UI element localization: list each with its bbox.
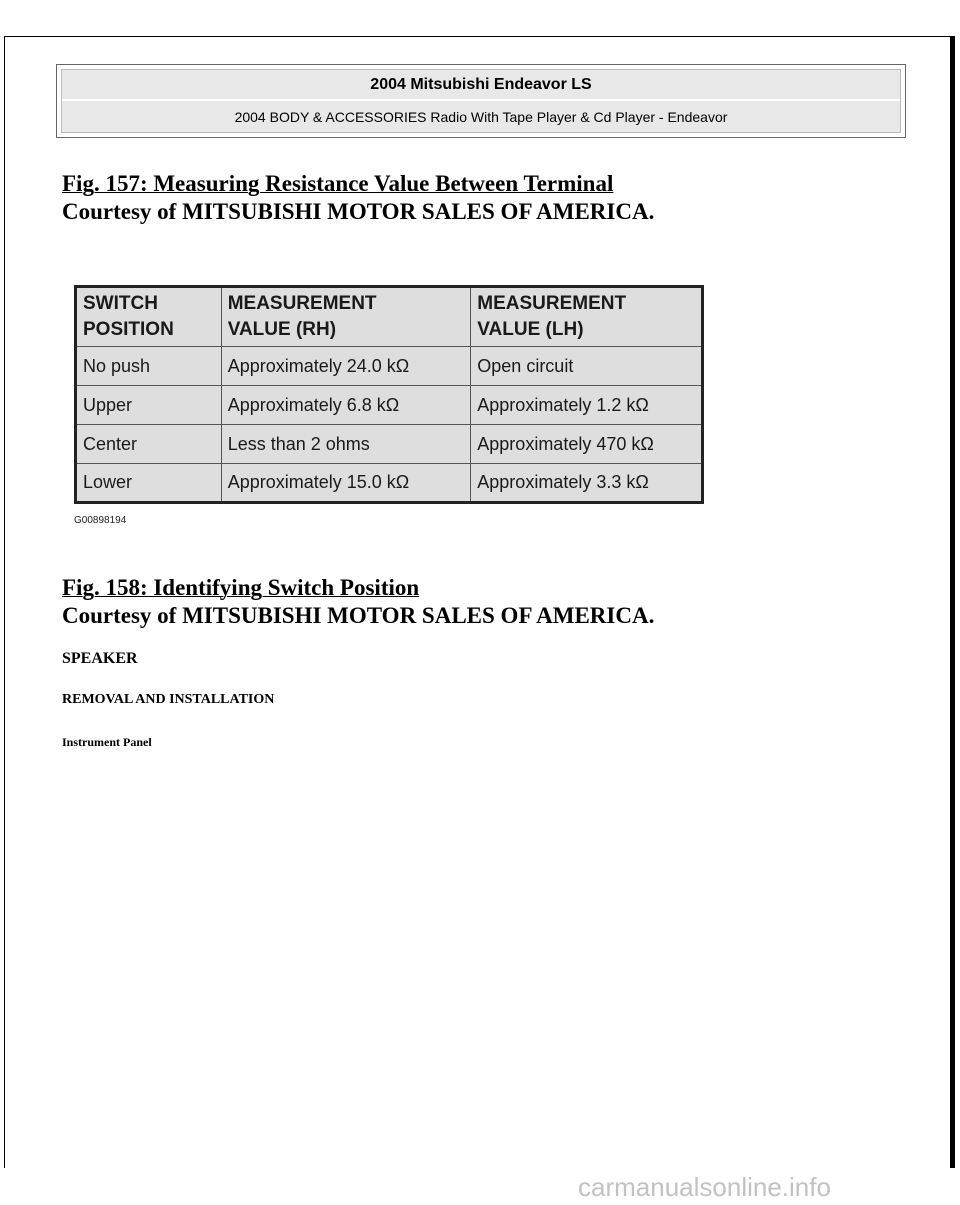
header-switch-position xyxy=(76,287,222,347)
header-measurement-lh-l2: VALUE (LH) xyxy=(477,319,584,340)
cell-rh: Less than 2 ohms xyxy=(221,425,471,464)
table-row xyxy=(76,425,703,464)
figure-158-image xyxy=(74,285,704,535)
cell-position: No push xyxy=(76,347,222,386)
cell-rh: Approximately 15.0 kΩ xyxy=(221,464,471,503)
section-heading-removal: REMOVAL AND INSTALLATION xyxy=(62,692,275,707)
header-switch-position-l2: POSITION xyxy=(83,319,174,340)
table-row xyxy=(76,347,703,386)
document-header-inner xyxy=(61,69,901,133)
cell-position: Upper xyxy=(76,386,222,425)
cell-rh: Approximately 6.8 kΩ xyxy=(221,386,471,425)
page-frame-right xyxy=(950,36,955,1168)
document-header xyxy=(56,64,906,138)
table-row xyxy=(76,464,703,503)
cell-lh: Approximately 470 kΩ xyxy=(471,425,703,464)
figure-158-courtesy: Courtesy of MITSUBISHI MOTOR SALES OF AMERICA. xyxy=(62,603,655,628)
cell-rh: Approximately 24.0 kΩ xyxy=(221,347,471,386)
figure-158-title: Fig. 158: Identifying Switch Position xyxy=(62,575,420,600)
section-heading-speaker: SPEAKER xyxy=(62,650,138,667)
figure-157-title: Fig. 157: Measuring Resistance Value Between Terminal xyxy=(62,171,614,196)
page-frame-left xyxy=(4,36,5,1168)
figure-code: G00898194 xyxy=(74,515,127,526)
table-row xyxy=(76,386,703,425)
header-switch-position-l1: SWITCH xyxy=(83,293,158,314)
figure-157-courtesy: Courtesy of MITSUBISHI MOTOR SALES OF AMERICA. xyxy=(62,199,655,224)
watermark-text: carmanualsonline.info xyxy=(578,1172,831,1202)
cell-position: Lower xyxy=(76,464,222,503)
figure-157-caption xyxy=(62,170,654,226)
cell-lh: Approximately 3.3 kΩ xyxy=(471,464,703,503)
figure-158-caption xyxy=(62,574,654,630)
page-frame-top xyxy=(4,36,954,37)
header-measurement-lh-l1: MEASUREMENT xyxy=(477,293,627,314)
cell-lh: Open circuit xyxy=(471,347,703,386)
section-heading-instrument-panel: Instrument Panel xyxy=(62,735,152,749)
header-measurement-rh xyxy=(221,287,471,347)
header-measurement-rh-l2: VALUE (RH) xyxy=(227,319,337,340)
header-measurement-rh-l1: MEASUREMENT xyxy=(227,293,377,314)
table-header-row xyxy=(76,287,703,347)
cell-lh: Approximately 1.2 kΩ xyxy=(471,386,703,425)
switch-resistance-table xyxy=(74,285,704,504)
document-subtitle: 2004 BODY & ACCESSORIES Radio With Tape Player & Cd Player - Endeavor xyxy=(62,101,900,132)
cell-position: Center xyxy=(76,425,222,464)
document-title: 2004 Mitsubishi Endeavor LS xyxy=(62,70,900,101)
header-measurement-lh xyxy=(471,287,703,347)
